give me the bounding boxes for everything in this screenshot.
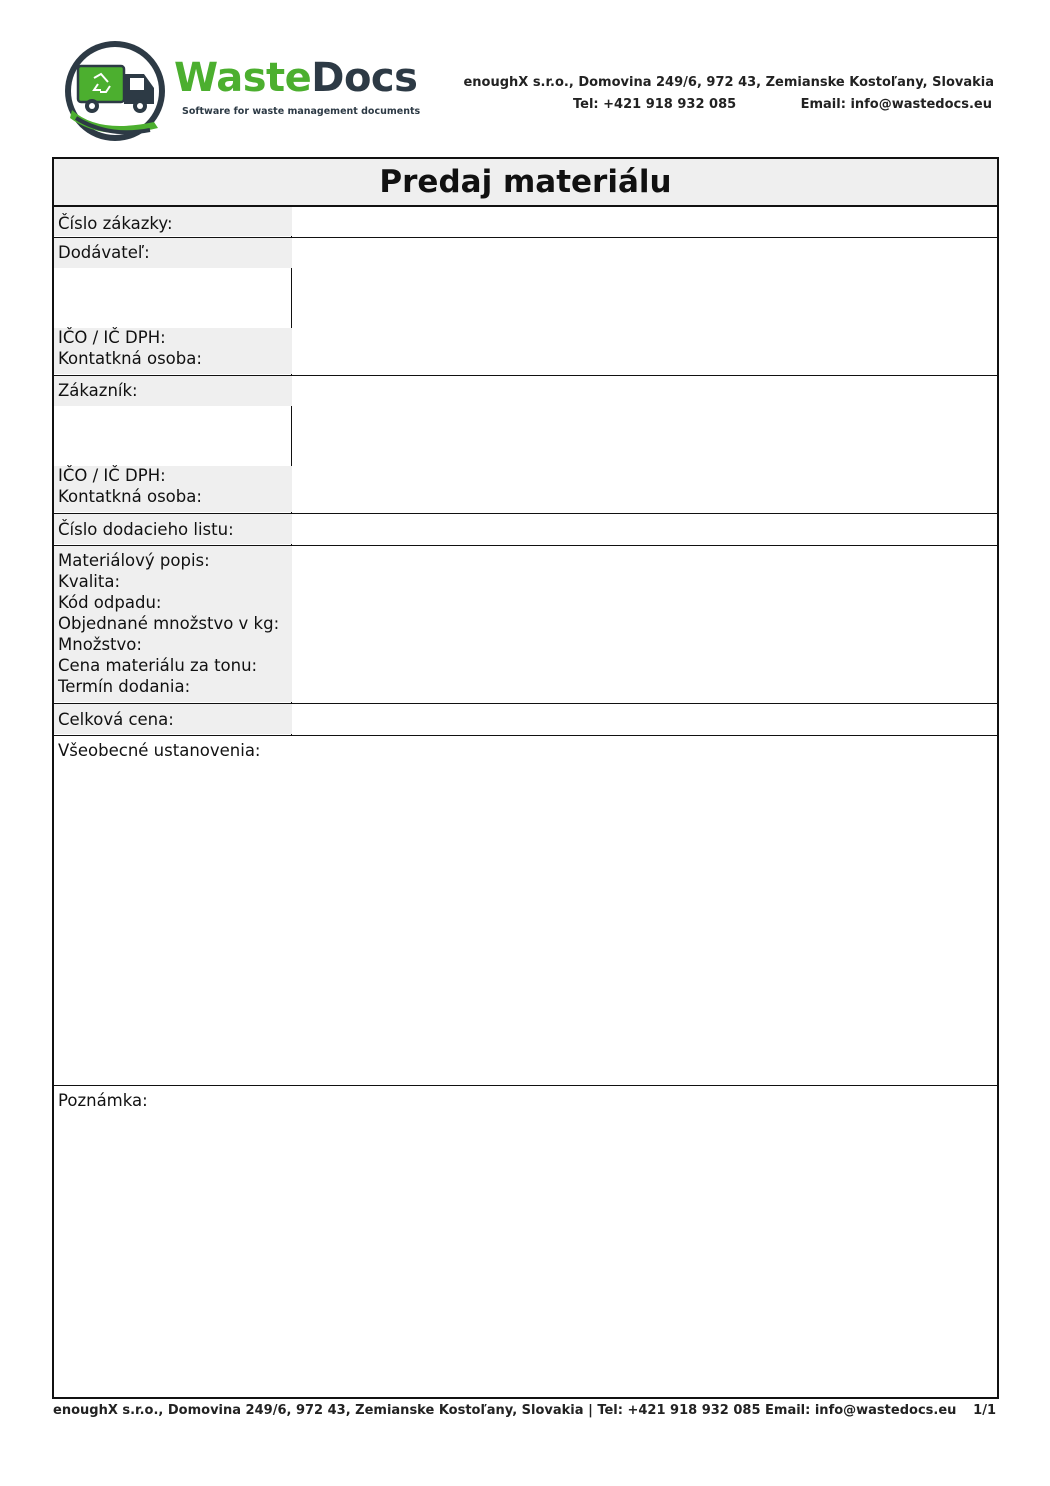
header-email: Email: info@wastedocs.eu bbox=[800, 97, 992, 112]
footer-page-number: 1/1 bbox=[973, 1403, 996, 1418]
note-row bbox=[54, 1086, 997, 1397]
footer-text: enoughX s.r.o., Domovina 249/6, 972 43, Zemianske Kostoľany, Slovakia | Tel: +421 918 932 085 Email: info@wastedocs.eu bbox=[53, 1403, 957, 1418]
supplier-contact-label: Kontatkná osoba: bbox=[58, 349, 202, 368]
note-label: Poznámka: bbox=[58, 1091, 148, 1110]
form-title: Predaj materiálu bbox=[379, 164, 672, 200]
material-waste-code-label: Kód odpadu: bbox=[58, 593, 162, 612]
delivery-note-label-cell bbox=[54, 514, 292, 545]
delivery-note-row bbox=[54, 514, 997, 546]
logo-tagline: Software for waste management documents bbox=[182, 106, 421, 117]
header-tel: Tel: +421 918 932 085 bbox=[573, 97, 737, 112]
total-price-label-cell bbox=[54, 704, 292, 735]
general-terms-row bbox=[54, 736, 997, 1086]
supplier-label: Dodávateľ: bbox=[58, 243, 150, 262]
delivery-note-label: Číslo dodacieho listu: bbox=[58, 520, 234, 539]
customer-label: Zákazník: bbox=[58, 381, 138, 400]
header-address: enoughX s.r.o., Domovina 249/6, 972 43, Zemianske Kostoľany, Slovakia bbox=[463, 75, 994, 90]
material-price-per-ton-label: Cena materiálu za tonu: bbox=[58, 656, 258, 675]
customer-contact-label: Kontatkná osoba: bbox=[58, 487, 202, 506]
customer-row bbox=[54, 376, 997, 514]
total-price-row bbox=[54, 704, 997, 736]
logo-wordmark-part1: Waste bbox=[174, 55, 312, 101]
logo-wordmark bbox=[174, 55, 418, 101]
order-number-row bbox=[54, 207, 997, 238]
material-description-label: Materiálový popis: bbox=[58, 551, 210, 570]
material-sale-form bbox=[52, 157, 999, 1399]
material-quality-label: Kvalita: bbox=[58, 572, 121, 591]
material-qty-label: Množstvo: bbox=[58, 635, 142, 654]
material-delivery-date-label: Termín dodania: bbox=[58, 677, 191, 696]
material-row bbox=[54, 546, 997, 704]
material-label-cell bbox=[54, 546, 292, 703]
general-terms-label: Všeobecné ustanovenia: bbox=[58, 741, 261, 760]
supplier-row bbox=[54, 238, 997, 376]
truck-logo-icon bbox=[58, 38, 172, 144]
order-number-label: Číslo zákazky: bbox=[58, 214, 173, 233]
supplier-label-cell bbox=[54, 238, 292, 375]
customer-ico-label: IČO / IČ DPH: bbox=[58, 466, 166, 485]
company-logo bbox=[52, 36, 422, 146]
material-ordered-qty-label: Objednané množstvo v kg: bbox=[58, 614, 280, 633]
total-price-label: Celková cena: bbox=[58, 710, 174, 729]
logo-wordmark-part2: Docs bbox=[311, 55, 418, 101]
supplier-ico-label: IČO / IČ DPH: bbox=[58, 328, 166, 347]
customer-label-cell bbox=[54, 376, 292, 513]
order-number-label-cell bbox=[54, 207, 292, 237]
form-title-row bbox=[54, 159, 997, 207]
